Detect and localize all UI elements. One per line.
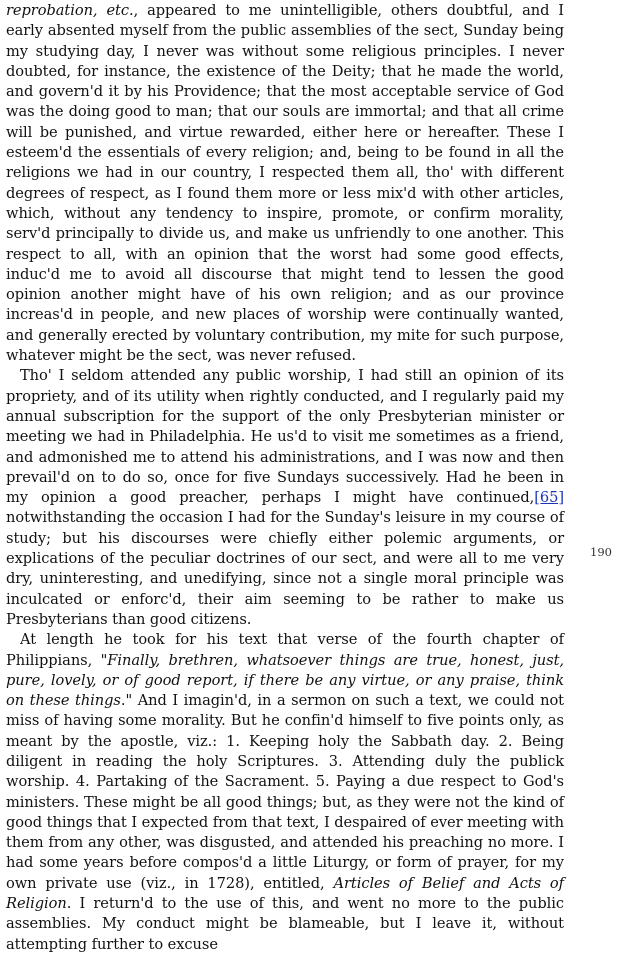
paragraph-3-part-2: ." And I imagin'd, in a sermon on such a text, we could not miss of having some morality. But he confin'd himself to five points only, as meant by the apostle, viz.: 1. Keeping holy the Sabbath day. 2. Being diligent in reading the holy Scriptures. 3. Attending duly the publick worship. 4. Partaking of the Sacrament. 5. Paying a due respect to God's ministers. These might be all good things; but, as they were not the kind of good things that I expected from that text, I despaired of ever meeting with them from any other, was disgusted, and attended his preaching no more. I had some years before compos'd a little Liturgy, or form of prayer, for my own private use (viz., in 1728), entitled, — [6, 692, 564, 892]
paragraph-3-part-4: . I return'd to the use of this, and went no more to the public assemblies. My conduct might be blameable, but I leave it, without attempting further to excuse — [6, 895, 564, 953]
paragraph-2-text-before: Tho' I seldom attended any public worship, I had still an opinion of its propriety, and of its utility when rightly conducted, and I regularly paid my annual subscription for the support of the only Presbyterian minister or meeting we had in Philadelphia. He us'd to visit me sometimes as a friend, and admonished me to attend his administrations, and I was now and then prevail'd on to do so, once for five Sundays successively. Had he been in my opinion a good preacher, perhaps I might have continued, — [6, 367, 564, 507]
paragraph-3-part-3: Articles of Belief and Acts of Religion — [6, 874, 564, 913]
document-page — [6, 1, 564, 955]
paragraph-3-part-0: At length he took for his text that verse of the fourth chapter of Philippians, " — [6, 631, 564, 669]
footnote-link-65[interactable]: [65] — [534, 489, 564, 507]
paragraph-1-part-1: , appeared to me unintelligible, others doubtful, and I early absented myself from the public assemblies of the sect, Sunday being my studying day, I never was without some religious principles. I never doubted, for instance, the existence of the Deity; that he made the world, and govern'd it by his Providence; that the most acceptable service of God was the doing good to man; that our souls are immortal; and that all crime will be punished, and virtue rewarded, either here or hereafter. These I esteem'd the essentials of every religion; and, being to be found in all the religions we had in our country, I respected them all, tho' with different degrees of respect, as I found them more or less mix'd with other articles, which, without any tendency to inspire, promote, or confirm morality, serv'd principally to divide us, and make us unfriendly to one another. This respect to all, with an opinion that the worst had some good effects, induc'd me to avoid all discourse that might tend to lessen the good opinion another might have of his own religion; and as our province increas'd in people, and new places of worship were continually wanted, and generally erected by voluntary contribution, my mite for such purpose, whatever might be the sect, was never refused. — [6, 2, 565, 365]
paragraph-3-part-1: Finally, brethren, whatsoever things are true, honest, just, pure, lovely, or of good report, if there be any virtue, or any praise, think on these things — [6, 651, 564, 710]
paragraph-1-part-0: reprobation, etc. — [6, 2, 134, 19]
page-number: 190 — [590, 545, 612, 559]
paragraph-3 — [6, 630, 564, 955]
paragraph-2 — [6, 366, 564, 630]
paragraph-2-text-after: notwithstanding the occasion I had for the Sunday's leisure in my course of study; but his discourses were chiefly either polemic arguments, or explications of the peculiar doctrines of our sect, and were all to me very dry, uninteresting, and unedifying, since not a single moral principle was inculcated or enforc'd, their aim seeming to be rather to make us Presbyterians than good citizens. — [6, 509, 564, 628]
paragraph-1 — [6, 1, 564, 366]
